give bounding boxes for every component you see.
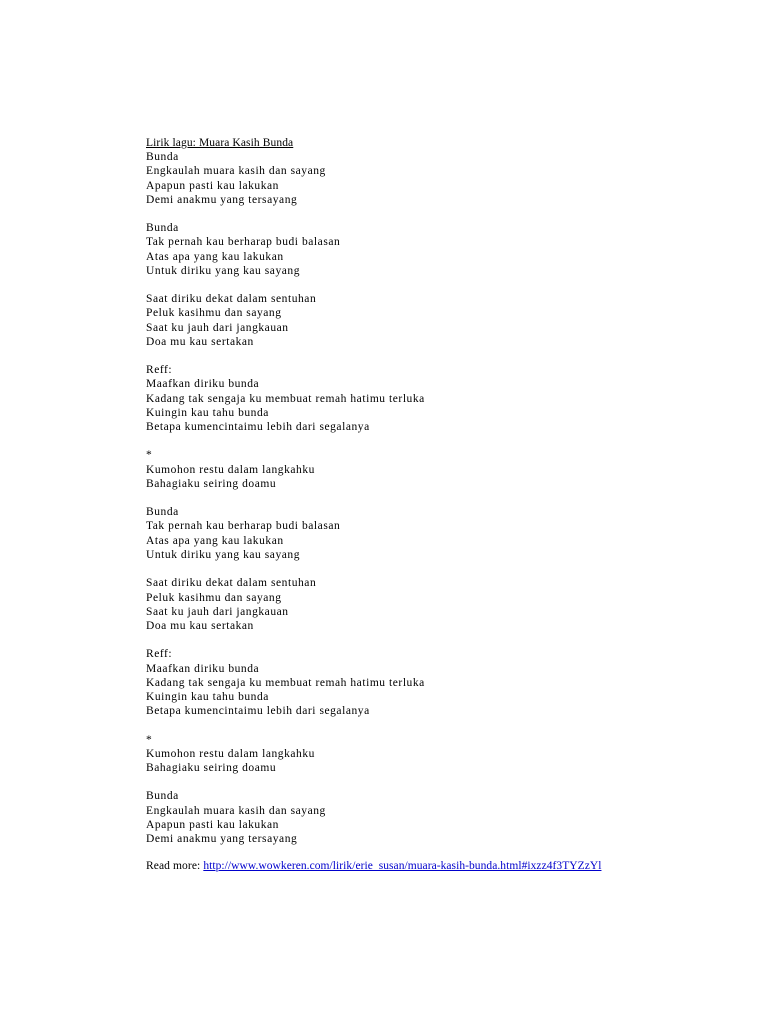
blank-line [146,633,686,647]
lyric-line: Maafkan diriku bunda [146,378,260,391]
read-more-label: Read more: [146,860,204,873]
blank-line [146,562,686,576]
lyric-line: Saat ku jauh dari jangkauan [146,321,289,334]
blank-line [146,775,686,789]
blank-line [146,207,686,221]
lyric-line: Engkaulah muara kasih dan sayang [146,165,326,178]
lyric-line: Betapa kumencintaimu lebih dari segalanya [146,421,370,434]
lyric-line: Bunda [146,222,179,235]
lyric-line: Bahagiaku seiring doamu [146,761,277,774]
blank-line [146,434,686,448]
lyric-line: Kumohon restu dalam langkahku [146,747,315,760]
lyric-line: Untuk diriku yang kau sayang [146,264,301,277]
lyric-line: Atas apa yang kau lakukan [146,250,284,263]
lyric-line: Doa mu kau sertakan [146,335,254,348]
lyric-line: Demi anakmu yang tersayang [146,193,298,206]
lyric-line: Kuingin kau tahu bunda [146,406,269,419]
lyric-line: Maafkan diriku bunda [146,662,260,675]
lyric-line: Reff: [146,364,173,377]
lyric-line: Kadang tak sengaja ku membuat remah hatimu terluka [146,392,425,405]
lyrics-document [146,136,686,873]
lyric-line: Bunda [146,151,179,164]
lyric-line: Saat diriku dekat dalam sentuhan [146,577,317,590]
lyric-line: Apapun pasti kau lakukan [146,818,279,831]
document-title: Lirik lagu: Muara Kasih Bunda [146,137,294,149]
lyric-line: Bunda [146,790,179,803]
lyrics-body [146,150,686,846]
source-link[interactable]: http://www.wowkeren.com/lirik/erie_susan/muara-kasih-bunda.html#ixzz4f3TYZzYl [203,860,602,873]
lyric-line: Kuingin kau tahu bunda [146,690,269,703]
lyric-line: Saat diriku dekat dalam sentuhan [146,293,317,306]
lyric-line: Reff: [146,648,173,661]
lyric-line: Bahagiaku seiring doamu [146,477,277,490]
lyric-line: Peluk kasihmu dan sayang [146,591,282,604]
blank-line [146,718,686,732]
blank-line [146,491,686,505]
lyric-line: Peluk kasihmu dan sayang [146,307,282,320]
lyric-line: * [146,733,153,746]
lyric-line: * [146,449,153,462]
lyric-line: Atas apa yang kau lakukan [146,534,284,547]
lyric-line: Engkaulah muara kasih dan sayang [146,804,326,817]
lyric-line: Apapun pasti kau lakukan [146,179,279,192]
lyric-line: Tak pernah kau berharap budi balasan [146,520,341,533]
lyric-line: Kumohon restu dalam langkahku [146,463,315,476]
lyric-line: Tak pernah kau berharap budi balasan [146,236,341,249]
lyric-line: Saat ku jauh dari jangkauan [146,605,289,618]
lyric-line: Doa mu kau sertakan [146,619,254,632]
lyric-line: Betapa kumencintaimu lebih dari segalanya [146,705,370,718]
lyric-line: Untuk diriku yang kau sayang [146,548,301,561]
lyric-line: Demi anakmu yang tersayang [146,832,298,845]
read-more-footer [146,859,686,873]
blank-line [146,349,686,363]
lyric-line: Bunda [146,506,179,519]
blank-line [146,278,686,292]
lyric-line: Kadang tak sengaja ku membuat remah hatimu terluka [146,676,425,689]
